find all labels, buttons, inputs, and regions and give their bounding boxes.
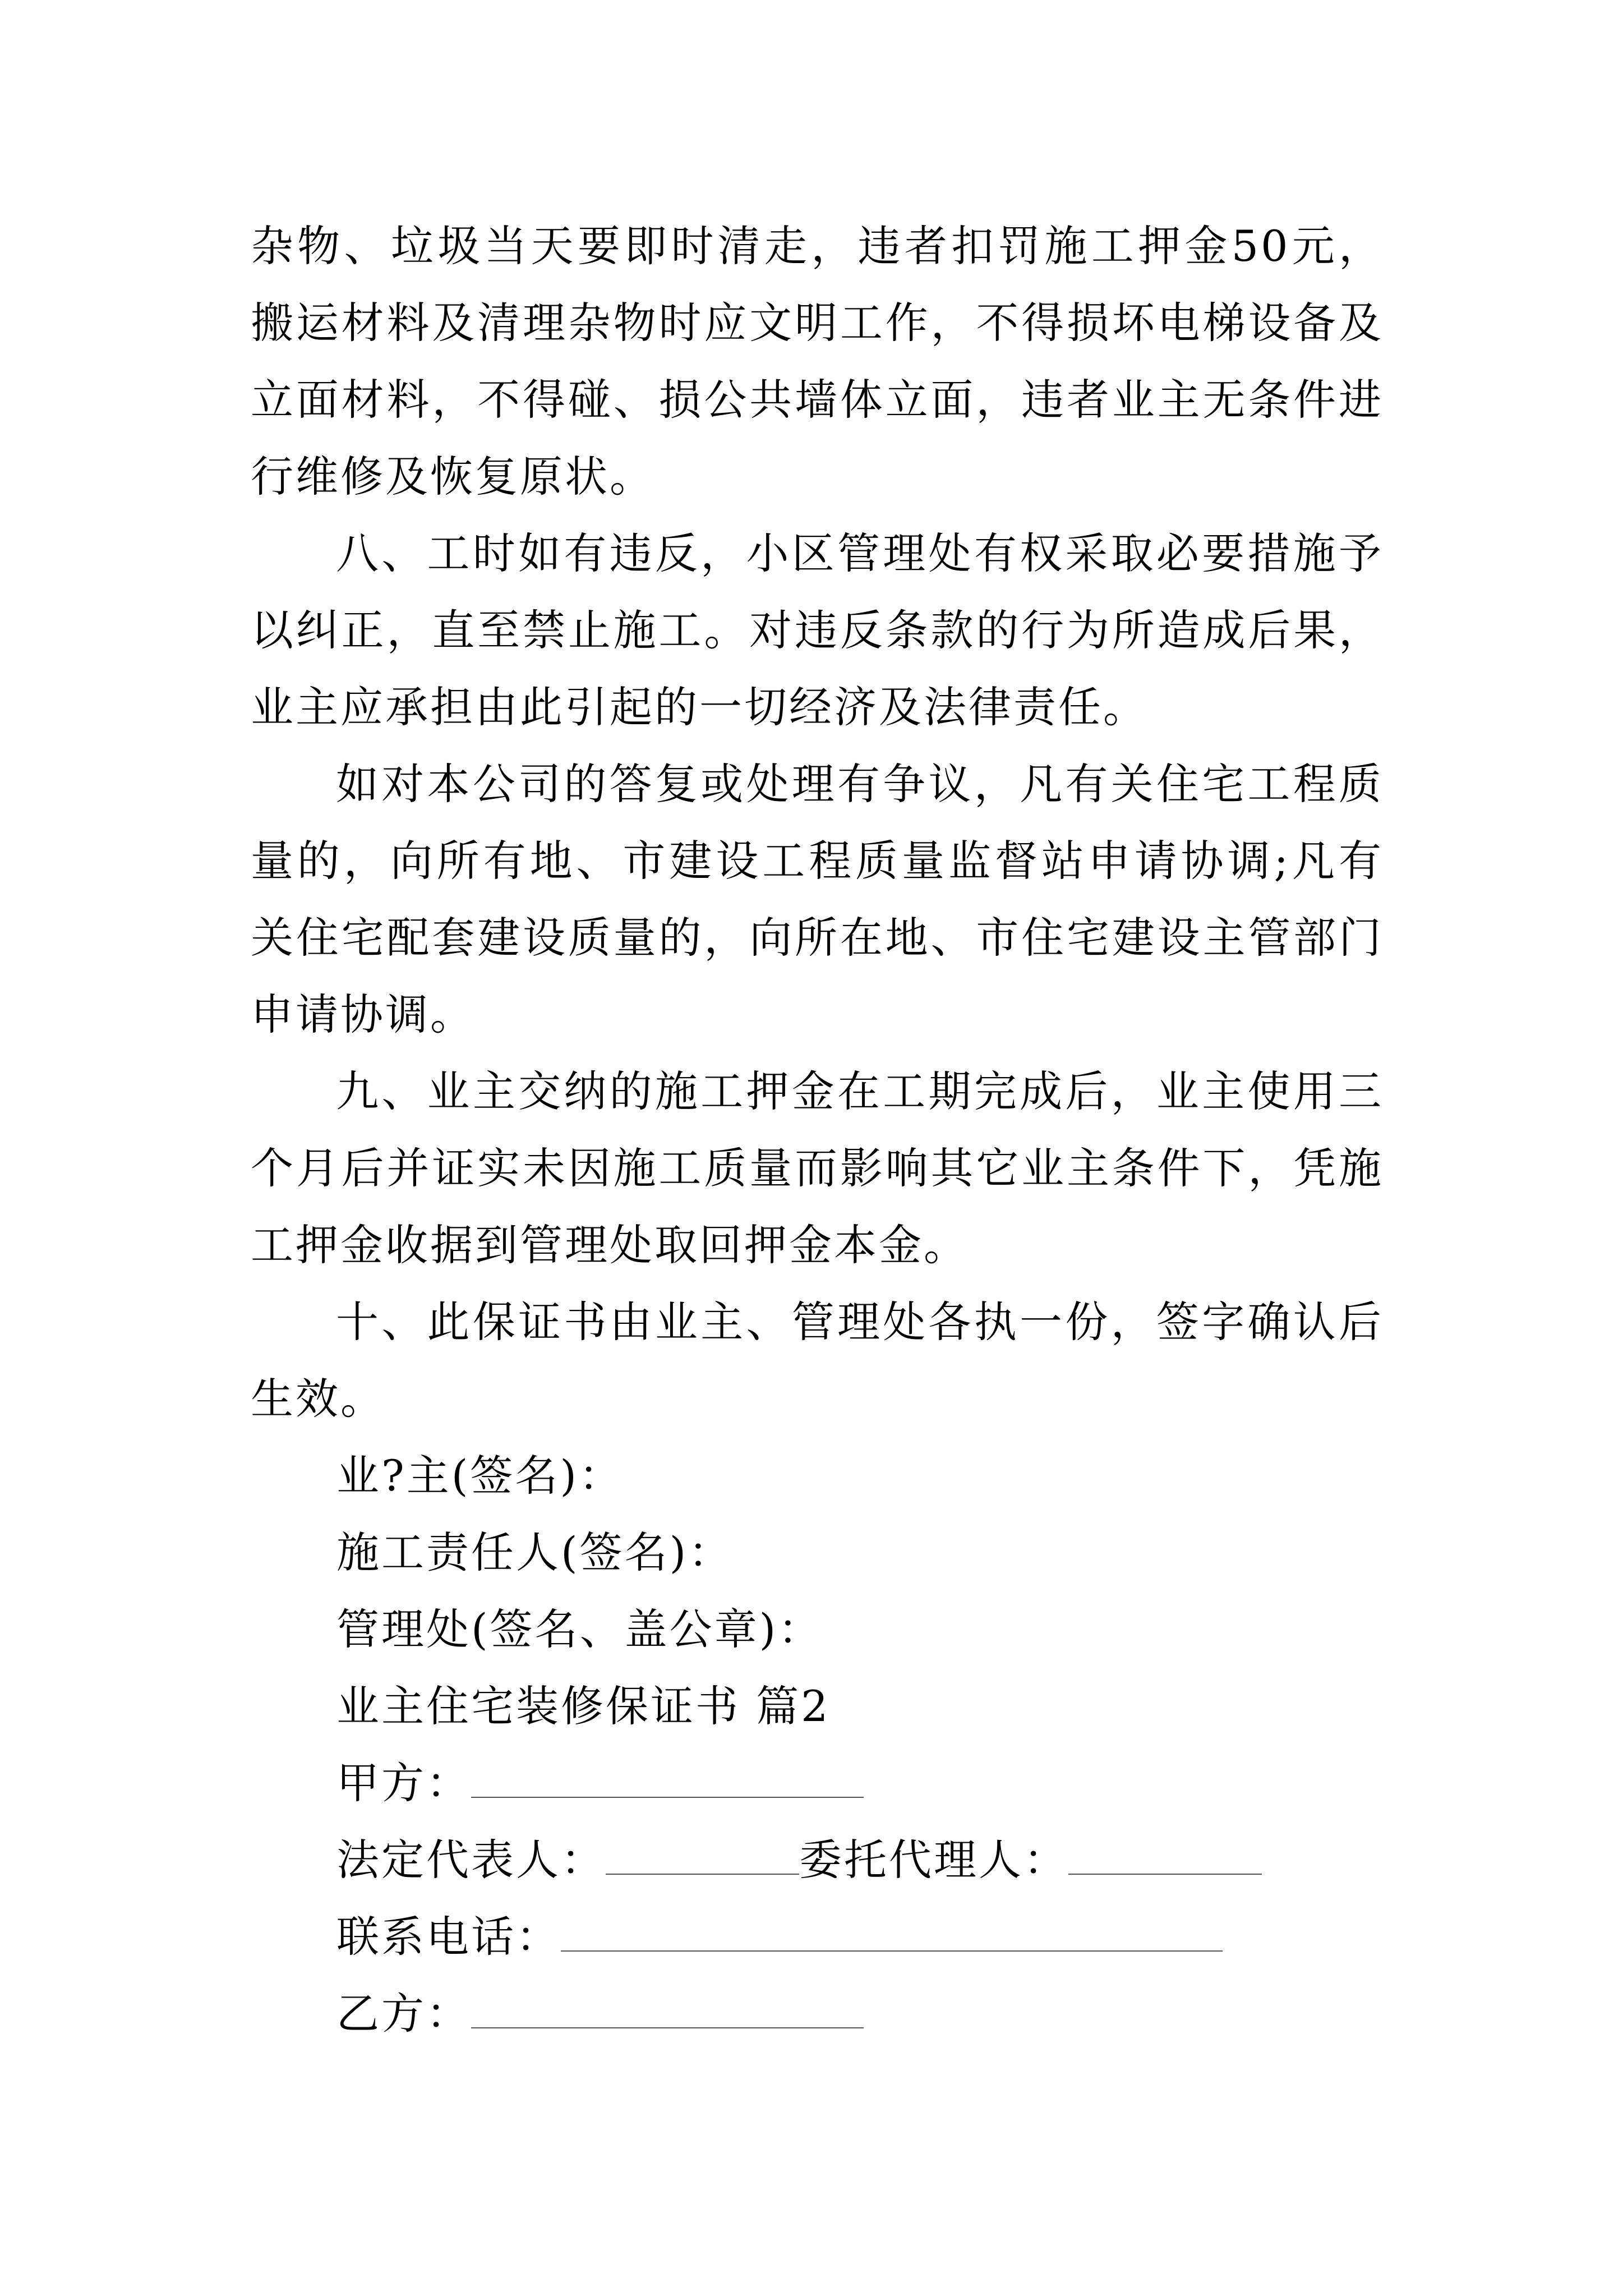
party-b-label: 乙方： bbox=[336, 1989, 471, 2039]
phone-row bbox=[336, 1898, 1223, 1975]
phone-label: 联系电话： bbox=[336, 1912, 561, 1962]
agent-label: 委托代理人： bbox=[799, 1835, 1068, 1885]
paragraph-clause-9: 九、业主交纳的施工押金在工期完成后，业主使用三个月后并证实未因施工质量而影响其它业主条件下，凭施工押金收据到管理处取回押金本金。 bbox=[251, 1066, 1384, 1270]
party-a-field[interactable] bbox=[471, 1763, 864, 1798]
section-title: 业主住宅装修保证书 篇2 bbox=[336, 1681, 831, 1731]
paragraph-clause-10: 十、此保证书由业主、管理处各执一份，签字确认后生效。 bbox=[251, 1297, 1384, 1424]
party-a-row bbox=[336, 1745, 864, 1821]
phone-field[interactable] bbox=[561, 1917, 1223, 1952]
agent-field[interactable] bbox=[1068, 1840, 1262, 1875]
representative-row bbox=[336, 1821, 1262, 1898]
paragraph-dispute: 如对本公司的答复或处理有争议，凡有关住宅工程质量的，向所有地、市建设工程质量监督站申请协调;凡有关住宅配套建设质量的，向所在地、市住宅建设主管部门申请协调。 bbox=[251, 759, 1384, 1039]
legal-rep-label: 法定代表人： bbox=[336, 1835, 606, 1885]
signature-owner: 业?主(签名)： bbox=[336, 1451, 624, 1501]
party-b-field[interactable] bbox=[471, 1994, 864, 2028]
party-b-row bbox=[336, 1975, 864, 2052]
paragraph-clause-8: 八、工时如有违反，小区管理处有权采取必要措施予以纠正，直至禁止施工。对违反条款的行为所造成后果，业主应承担由此引起的一切经济及法律责任。 bbox=[251, 528, 1384, 732]
paragraph-decoration-rules: 杂物、垃圾当天要即时清走，违者扣罚施工押金50元，搬运材料及清理杂物时应文明工作，不得损坏电梯设备及立面材料，不得碰、损公共墙体立面，违者业主无条件进行维修及恢复原状。 bbox=[251, 221, 1384, 501]
party-a-label: 甲方： bbox=[336, 1758, 471, 1808]
signature-management-office: 管理处(签名、盖公章)： bbox=[336, 1604, 823, 1654]
legal-rep-field[interactable] bbox=[606, 1840, 799, 1875]
signature-construction-lead: 施工责任人(签名)： bbox=[336, 1527, 734, 1577]
